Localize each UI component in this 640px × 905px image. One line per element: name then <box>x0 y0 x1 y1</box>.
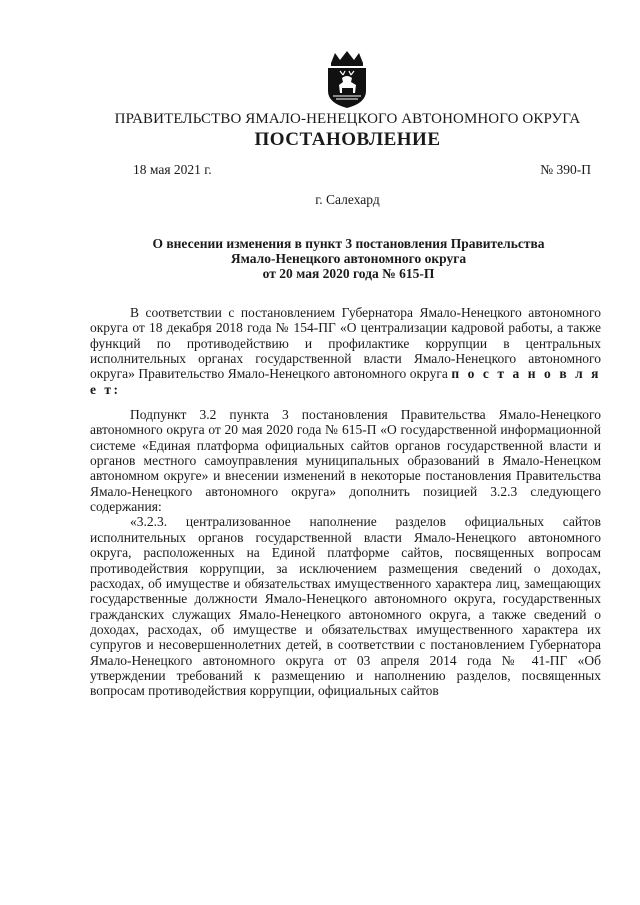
document-place: г. Салехард <box>315 192 380 207</box>
document-type: ПОСТАНОВЛЕНИЕ <box>254 129 441 150</box>
paragraph-quoted-text: «3.2.3. централизованное наполнение разделов официальных сайтов исполнительных органов государственной власти Ямало-Ненецкого автономного округа, расположенных на Единой платформе сайтов, посвященных вопросам противодействия коррупции, за исключением размещения сведений о доходах, расходах, об имуществе и обязательствах имущественного характера лиц, замещающих государственные должности Ямало-Ненецкого автономного округа, государственных гражданских служащих Ямало-Ненецкого автономного округа, а также сведений о доходах, расходах, об имуществе и обязательствах имущественного характера их супругов и несовершеннолетних детей, в соответствии с постановлением Губернатора Ямало-Ненецкого автономного округа от 03 апреля 2014 года № 41-ПГ «Об утверждении требований к размещению и наполнению разделов, посвященных вопросам противодействия коррупции, официальных сайтов <box>90 514 601 699</box>
government-name: ПРАВИТЕЛЬСТВО ЯМАЛО-НЕНЕЦКОГО АВТОНОМНОГО ОКРУГА <box>114 111 581 127</box>
document-body <box>90 305 601 699</box>
title-line-1: О внесении изменения в пункт 3 постановления Правительства <box>152 236 545 251</box>
paragraph-preamble <box>90 305 601 397</box>
document-title <box>90 236 607 281</box>
title-line-3: от 20 мая 2020 года № 615-П <box>262 266 435 281</box>
resolves-word: п о с т а н о в л я е т: <box>90 366 601 397</box>
title-line-2: Ямало-Ненецкого автономного округа <box>230 251 467 266</box>
coat-of-arms-icon <box>323 51 371 109</box>
document-number: № 390-П <box>540 162 591 177</box>
document-date: 18 мая 2021 г. <box>133 162 212 177</box>
paragraph-amendment: Подпункт 3.2 пункта 3 постановления Правительства Ямало-Ненецкого автономного округа от 20 мая 2020 года № 615-П «О государственной информационной системе «Единая платформа официальных сайтов органов государственной власти и органов местного самоуправления муниципальных образований в Ямало-Ненецком автономном округе» и внесении изменений в некоторые постановления Правительства Ямало-Ненецкого автономного округа» дополнить позицией 3.2.3 следующего содержания: <box>90 407 601 515</box>
preamble-text: В соответствии с постановлением Губернатора Ямало-Ненецкого автономного округа от 18 декабря 2018 года № 154-ПГ «О централизации кадровой работы, а также функций по противодействию и профилактике коррупции в центральных исполнительных органах государственной власти Ямало-Ненецкого автономного округа» Правительство Ямало-Ненецкого автономного округа <box>90 305 601 382</box>
